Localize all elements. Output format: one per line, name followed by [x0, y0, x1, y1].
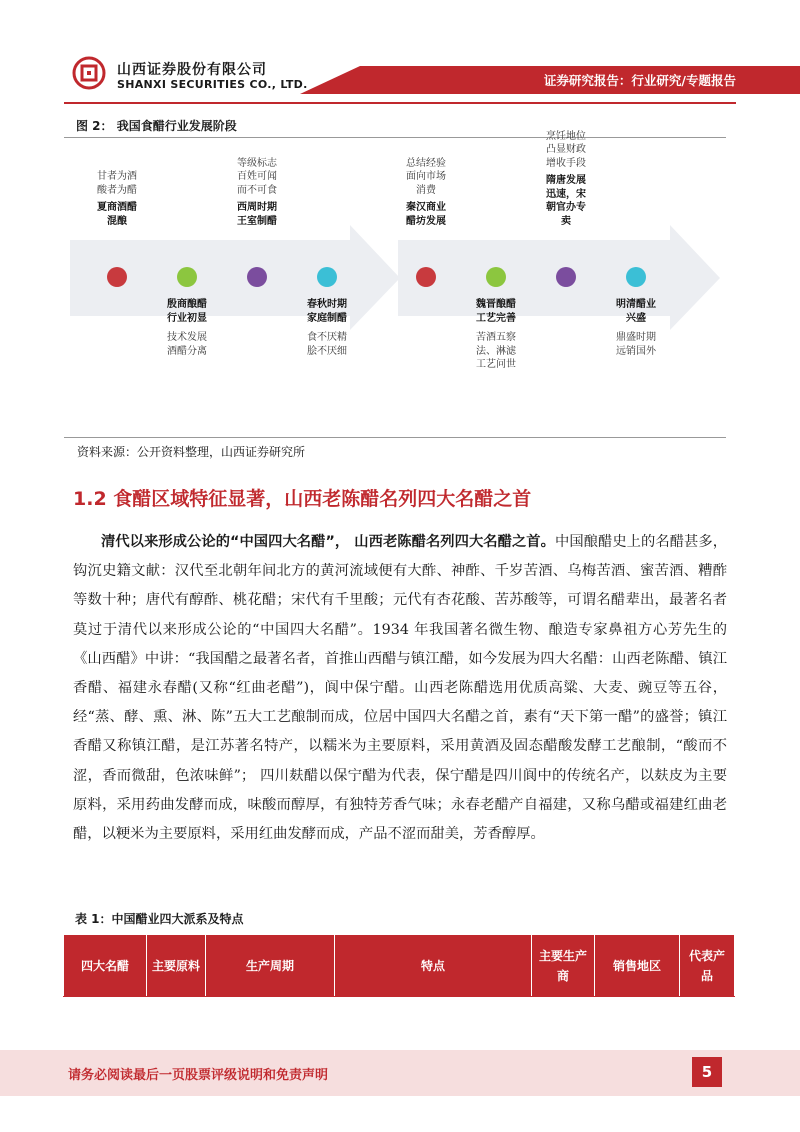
col-header-producer: 主要生产商	[532, 935, 595, 998]
stage-dot	[626, 267, 646, 287]
page-number: 5	[692, 1057, 722, 1087]
figure-top-rule	[64, 137, 726, 138]
body-paragraph	[73, 528, 727, 849]
stage-dot	[317, 267, 337, 287]
table-caption: 表 1：中国醋业四大派系及特点	[75, 912, 244, 926]
vinegar-table	[63, 934, 735, 998]
stage-desc: 烹饪地位 凸显财政 增收手段	[546, 130, 586, 169]
stage-dot	[486, 267, 506, 287]
paragraph-text: 中国酿醋史上的名醋甚多，钩沉史籍文献：汉代至北朝年间北方的黄河流域便有大酢、神酢、千岁苦酒、乌梅苦酒、蜜苦酒、糟酢等数十种；唐代有醇酢、桃花醋；宋代有千里酸；元代有杏花酸、苦苏酸等，可谓名醋辈出，最著名者莫过于清代以来形成公论的“中国四大名醋”。1934 年我国著名微生物、酿造专家鼻祖方心芳先生的《山西醋》中讲：“我国醋之最著名者，首推山西醋与镇江醋，如今发展为四大名醋：山西老陈醋、镇江香醋、福建永春醋(又称“红曲老醋”)，阆中保宁醋。山西老陈醋选用优质高粱、大麦、豌豆等五谷，经“蒸、酵、熏、淋、陈”五大工艺酿制而成，位居中国四大名醋之首，素有“天下第一醋”的盛誉；镇江香醋又称镇江醋，是江苏著名特产，以糯米为主要原料，采用黄酒及固态醋酸发酵工艺酿制，“酸而不涩，香而微甜，色浓味鲜”； 四川麸醋以保宁醋为代表，保宁醋是四川阆中的传统名产，以麸皮为主要原料，采用药曲发酵而成，味酸而醇厚，有独特芳香气味；永春老醋产自福建，又称乌醋或福建红曲老醋，以粳米为主要原料，采用红曲发酵而成，产品不涩而甜美，芳香醇厚。	[73, 534, 727, 843]
stage-title: 魏晋酿醋 工艺完善	[476, 299, 516, 324]
footer-disclaimer: 请务必阅读最后一页股票评级说明和免责声明	[68, 1068, 329, 1083]
stage-desc: 技术发展 酒醋分离	[167, 332, 207, 357]
stage-desc: 苦酒五察 法、淋滤 工艺问世	[476, 332, 516, 370]
lead-sentence: 清代以来形成公论的“中国四大名醋”， 山西老陈醋名列四大名醋之首。	[101, 534, 555, 550]
stage-dot	[416, 267, 436, 287]
stage-title: 春秋时期 家庭制醋	[307, 299, 347, 324]
figure-source: 资料来源：公开资料整理，山西证券研究所	[77, 445, 306, 459]
company-name-en: SHANXI SECURITIES CO., LTD.	[117, 78, 308, 91]
col-header-cycle: 生产周期	[206, 935, 335, 998]
stage-desc: 食不厌精 脍不厌细	[307, 332, 347, 357]
section-heading: 1.2 食醋区域特征显著，山西老陈醋名列四大名醋之首	[73, 488, 532, 510]
stage-dot	[556, 267, 576, 287]
stage-title: 西周时期 王室制醋	[237, 202, 277, 227]
figure-caption: 图 2： 我国食醋行业发展阶段	[76, 119, 237, 133]
stage-desc: 总结经验 面向市场 消费	[406, 157, 446, 196]
col-header-feature: 特点	[335, 935, 532, 998]
table-bottom-rule	[63, 996, 735, 997]
col-header-product: 代表产品	[680, 935, 735, 998]
timeline-figure	[60, 130, 740, 440]
stage-desc: 等级标志 百姓可闻 而不可食	[237, 157, 277, 196]
stage-title: 明清醋业 兴盛	[616, 299, 656, 324]
col-header-region: 销售地区	[595, 935, 680, 998]
stage-dot	[247, 267, 267, 287]
col-header-name: 四大名醋	[64, 935, 147, 998]
stage-title: 殷商酿醋 行业初显	[167, 299, 207, 324]
header-divider	[64, 102, 736, 104]
stage-desc: 鼎盛时期 远销国外	[616, 332, 656, 357]
stage-title: 隋唐发展 迅速，宋 朝官办专 卖	[546, 175, 586, 227]
stage-title: 夏商酒醋 混酿	[97, 202, 137, 227]
company-logo	[72, 56, 106, 90]
stage-title: 秦汉商业 醋坊发展	[406, 202, 446, 227]
stage-dot	[177, 267, 197, 287]
company-name-cn: 山西证券股份有限公司	[117, 62, 267, 78]
stage-desc: 甘者为酒 酸者为醋	[97, 171, 137, 196]
figure-bottom-rule	[64, 437, 726, 438]
report-type: 证券研究报告：行业研究/专题报告	[543, 73, 736, 88]
col-header-material: 主要原料	[147, 935, 206, 998]
stage-dot	[107, 267, 127, 287]
